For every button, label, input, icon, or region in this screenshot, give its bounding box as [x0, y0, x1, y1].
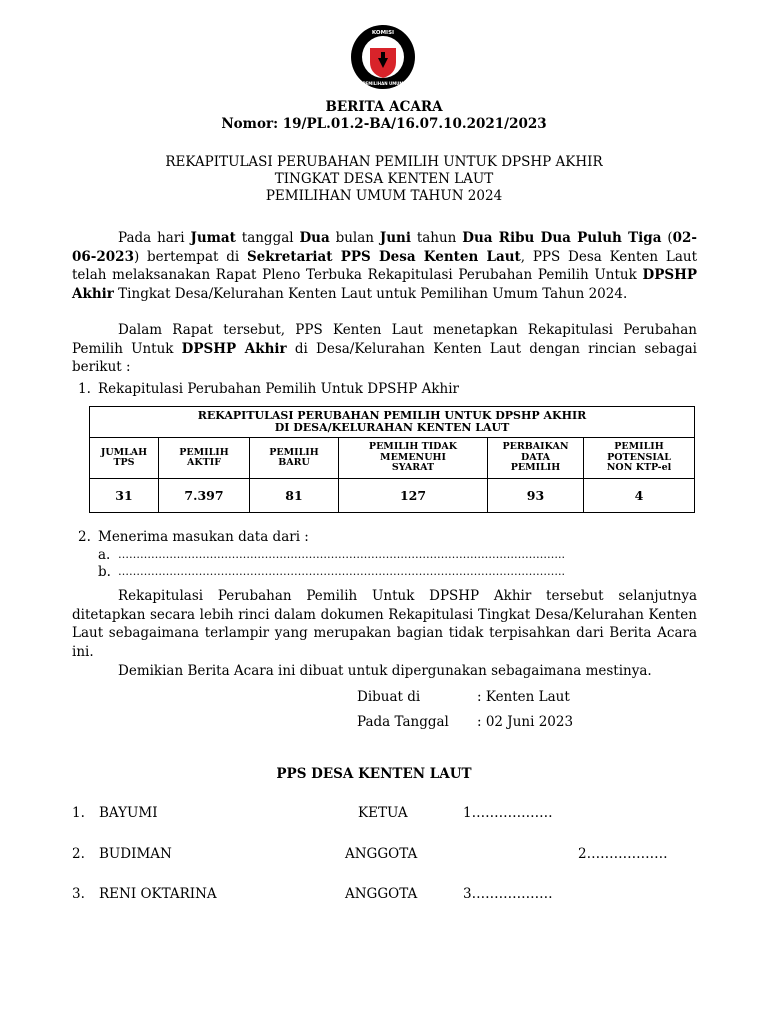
member-2-name: BUDIMAN: [99, 846, 172, 862]
item-2b-dots: …………………………………………………………………………………………………………..: [118, 565, 565, 578]
member-1-name: BAYUMI: [99, 805, 158, 821]
place-label: Dibuat di: [357, 689, 421, 705]
table-cell: 31: [90, 479, 159, 513]
document-title: BERITA ACARA: [325, 99, 443, 115]
member-1-signature: 1………………: [463, 805, 553, 821]
item-1-number: 1.: [78, 381, 91, 397]
column-header: PEMILIH POTENSIAL NON KTP-el: [584, 438, 695, 479]
subtitle-line-1: REKAPITULASI PERUBAHAN PEMILIH UNTUK DPSHP AKHIR: [165, 154, 603, 170]
column-header: PEMILIH AKTIF: [159, 438, 250, 479]
table-header-row: [90, 438, 695, 479]
member-3-name: RENI OKTARINA: [99, 886, 217, 902]
svg-text:PEMILIHAN UMUM: PEMILIHAN UMUM: [362, 81, 404, 86]
table-title: REKAPITULASI PERUBAHAN PEMILIH UNTUK DPSHP AKHIR DI DESA/KELURAHAN KENTEN LAUT: [90, 407, 695, 438]
paragraph-meeting: Dalam Rapat tersebut, PPS Kenten Laut menetapkan Rekapitulasi Perubahan Pemilih Untuk DPSHP Akhir di Desa/Kelurahan Kenten Laut dengan rincian sebagai berikut :: [72, 322, 698, 376]
kpu-logo: [350, 24, 416, 90]
table-cell: 81: [250, 479, 339, 513]
member-3-number: 3.: [72, 886, 85, 902]
date-value: : 02 Juni 2023: [477, 714, 574, 730]
item-2-text: Menerima masukan data dari :: [98, 529, 309, 545]
recap-table: [89, 406, 695, 513]
table-cell: 127: [339, 479, 488, 513]
item-1-text: Rekapitulasi Perubahan Pemilih Untuk DPSHP Akhir: [98, 381, 459, 397]
member-1-role: KETUA: [358, 805, 408, 821]
table-cell: 93: [488, 479, 584, 513]
item-2a-label: a.: [98, 547, 111, 563]
place-value: : Kenten Laut: [477, 689, 570, 705]
svg-text:KOMISI: KOMISI: [371, 30, 395, 36]
member-2-role: ANGGOTA: [345, 846, 418, 862]
member-2-number: 2.: [72, 846, 85, 862]
paragraph-closing: Demikian Berita Acara ini dibuat untuk dipergunakan sebagaimana mestinya.: [118, 663, 652, 679]
member-3-role: ANGGOTA: [345, 886, 418, 902]
column-header: JUMLAH TPS: [90, 438, 159, 479]
item-2a-dots: …………………………………………………………………………………………………………..: [118, 548, 565, 561]
table-cell: 4: [584, 479, 695, 513]
paragraph-determination: Rekapitulasi Perubahan Pemilih Untuk DPSHP Akhir tersebut selanjutnya ditetapkan secara lebih rinci dalam dokumen Rekapitulasi Tingkat Desa/Kelurahan Kenten Laut sebagaimana terlampir yang merupakan bagian tidak terpisahkan dari Berita Acara ini.: [72, 588, 697, 660]
subtitle-line-3: PEMILIHAN UMUM TAHUN 2024: [265, 188, 503, 204]
date-label: Pada Tanggal: [357, 714, 449, 730]
document-number: Nomor: 19/PL.01.2-BA/16.07.10.2021/2023: [221, 116, 547, 132]
paragraph-opening: Pada hari Jumat tanggal Dua bulan Juni tahun Dua Ribu Dua Puluh Tiga (02-06-2023) bertempat di Sekretariat PPS Desa Kenten Laut, PPS Desa Kenten Laut telah melaksanakan Rapat Pleno Terbuka Rekapitulasi Perubahan Pemilih Untuk DPSHP Akhir Tingkat Desa/Kelurahan Kenten Laut untuk Pemilihan Umum Tahun 2024.: [72, 230, 698, 302]
item-2-number: 2.: [78, 529, 91, 545]
column-header: PEMILIH TIDAK MEMENUHI SYARAT: [339, 438, 488, 479]
table-cell: 7.397: [159, 479, 250, 513]
member-3-signature: 3………………: [463, 886, 553, 902]
subtitle-line-2: TINGKAT DESA KENTEN LAUT: [274, 171, 494, 187]
item-2b-label: b.: [98, 564, 111, 580]
column-header: PEMILIH BARU: [250, 438, 339, 479]
column-header: PERBAIKAN DATA PEMILIH: [488, 438, 584, 479]
committee-title: PPS DESA KENTEN LAUT: [276, 766, 472, 782]
table-row: [90, 479, 695, 513]
member-1-number: 1.: [72, 805, 85, 821]
member-2-signature: 2………………: [578, 846, 668, 862]
